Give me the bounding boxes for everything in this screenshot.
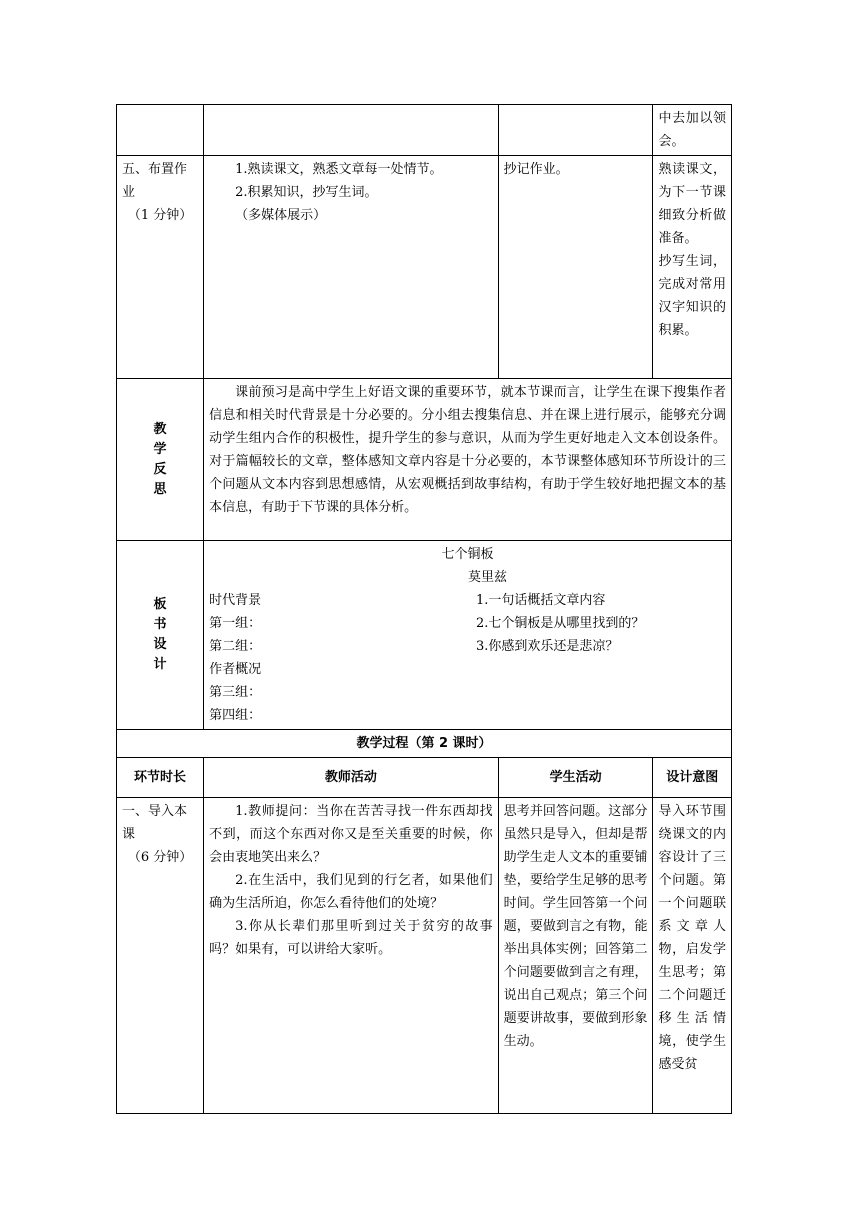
- intent-text: 抄写生词，完成对常用汉字知识的积累。: [658, 254, 726, 338]
- teacher-item: 3.你从长辈们那里听到过关于贫穷的故事吗？如果有，可以讲给大家听。: [209, 919, 493, 957]
- board-line: 第一组：: [209, 616, 262, 631]
- teacher-item: （多媒体展示）: [235, 208, 327, 223]
- intent-cell: 导入环节围绕课文的内容设计了三个问题。第一个问题联系文章人物，启发学生思考；第二个问题迁移生活情境，使学生感受贫: [653, 798, 732, 1114]
- board-line: 第四组：: [209, 708, 262, 723]
- section-duration: （1 分钟）: [127, 208, 193, 223]
- board-line: 第二组：: [209, 639, 262, 654]
- board-question: 3.你感到欢乐还是悲凉？: [476, 639, 619, 654]
- board-question: 2.七个铜板是从哪里找到的？: [476, 616, 645, 631]
- board-row: [117, 541, 732, 730]
- header-cell: 学生活动: [498, 758, 653, 798]
- table-row: [117, 798, 732, 1114]
- student-activity-cell: 思考并回答问题。这部分虽然只是导入，但却是帮助学生走人文本的重要铺垫，要给学生足够的思考时间。学生回答第一个问题，要做到言之有物，能举出具体实例；回答第二个问题要做到言之有理，说出自己观点；第三个问题要讲故事，要做到形象生动。: [498, 798, 653, 1114]
- board-label: 板 书 设 计: [117, 541, 204, 730]
- board-line: 作者概况: [209, 662, 262, 677]
- section-cell: [117, 798, 204, 1114]
- section-duration: （6 分钟）: [127, 850, 193, 865]
- reflection-row: [117, 379, 732, 541]
- student-activity-cell: [498, 156, 653, 379]
- student-text: 抄记作业。: [503, 162, 569, 177]
- board-line: 时代背景: [209, 593, 262, 608]
- board-content: [204, 541, 732, 730]
- process-title-row: [117, 730, 732, 758]
- intent-text: 熟读课文，为下一节课细致分析做准备。: [658, 162, 726, 246]
- reflection-label: 教 学 反 思: [117, 379, 204, 541]
- header-cell: 教师活动: [204, 758, 499, 798]
- section-cell: [117, 156, 204, 379]
- section-title: 五、布置作业: [122, 162, 188, 200]
- lesson-plan-table: [116, 104, 732, 1114]
- header-row: [117, 758, 732, 798]
- board-left-column: [209, 589, 469, 727]
- section-title: 一、导入本课: [122, 804, 188, 842]
- table-row: [117, 105, 732, 156]
- process-title: 教学过程（第 2 课时）: [117, 730, 732, 758]
- board-title: 七个铜板: [441, 547, 494, 562]
- header-cell: 环节时长: [117, 758, 204, 798]
- teacher-activity-cell: [204, 798, 499, 1114]
- teacher-item: 1.熟读课文，熟悉文章每一处情节。: [235, 162, 443, 177]
- intent-cell: 中去加以领会。: [653, 105, 732, 156]
- intent-cell: [653, 156, 732, 379]
- teacher-item: 2.积累知识，抄写生词。: [235, 185, 378, 200]
- teacher-item: 2.在生活中，我们见到的行乞者，如果他们确为生活所迫，你怎么看待他们的处境？: [209, 873, 493, 911]
- board-right-column: [476, 589, 726, 727]
- board-question: 1.一句话概括文章内容: [476, 593, 606, 608]
- header-cell: 设计意图: [653, 758, 732, 798]
- board-line: 第三组：: [209, 685, 262, 700]
- teacher-item: 1.教师提问：当你在苦苦寻找一件东西却找不到，而这个东西对你又是至关重要的时候，你会由衷地笑出来么？: [209, 804, 493, 865]
- table-row: [117, 156, 732, 379]
- board-author: 莫里兹: [468, 570, 508, 585]
- reflection-text: 课前预习是高中学生上好语文课的重要环节，就本节课而言，让学生在课下搜集作者信息和相关时代背景是十分必要的。分小组去搜集信息、并在课上进行展示，能够充分调动学生组内合作的积极性，提升学生的参与意识，从而为学生更好地走入文本创设条件。对于篇幅较长的文章，整体感知文章内容是十分必要的，本节课整体感知环节所设计的三个问题从文本内容到思想感情，从宏观概括到故事结构，有助于学生较好地把握文本的基本信息，有助于下节课的具体分析。: [204, 379, 732, 541]
- teacher-activity-cell: [204, 156, 499, 379]
